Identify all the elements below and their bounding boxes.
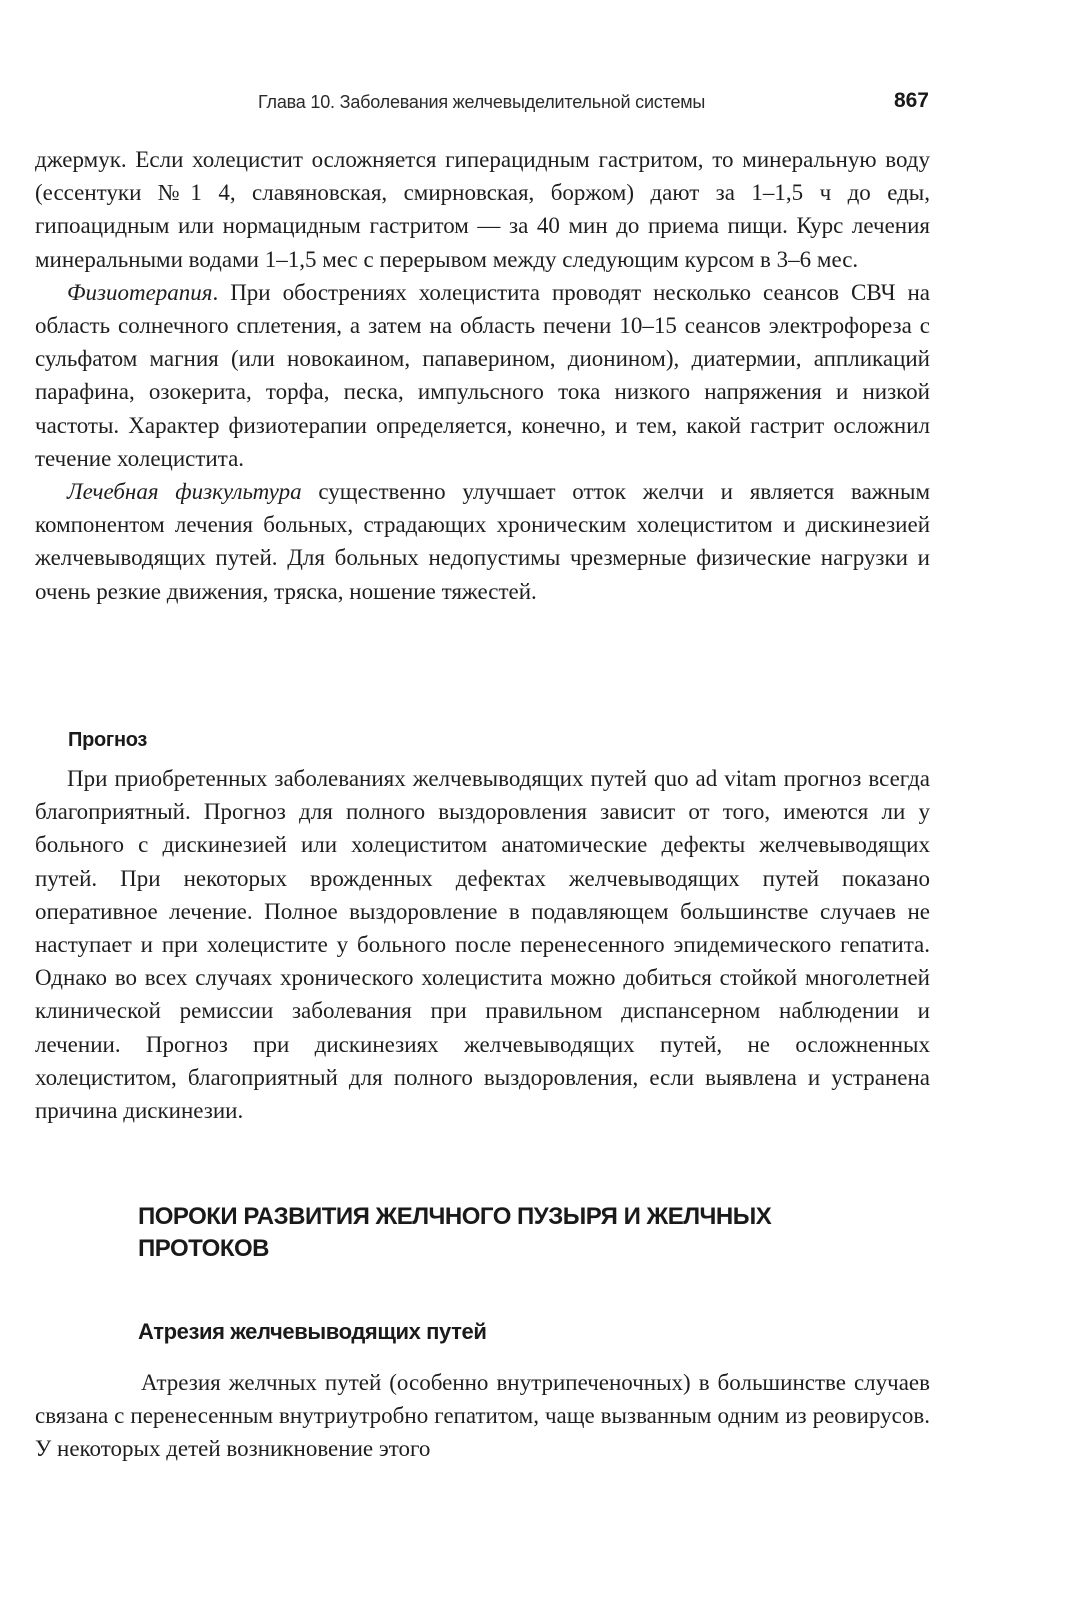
running-title: Глава 10. Заболевания желчевыделительной системы: [258, 92, 706, 112]
paragraph-atresia: Атрезия желчных путей (особенно внутрипеченочных) в большинстве случаев связана с перенесенным внутриутробно гепатитом, чаще вызванным одним из реовирусов. У некоторых детей возникновение этого: [35, 1370, 930, 1462]
prognosis-text-block: [35, 762, 930, 1127]
running-header: [0, 89, 1075, 122]
treatment-text-block: [35, 143, 930, 608]
paragraph-exercise-therapy: [35, 475, 930, 608]
physiotherapy-lead: Физиотерапия: [67, 279, 213, 305]
page-number: 867: [893, 89, 929, 112]
atresia-text-block: [35, 1366, 930, 1466]
paragraph-prognosis: При приобретенных заболеваниях желчевыводящих путей quo ad vitam прогноз всегда благоприятный. Прогноз для полного выздоровления зависит от того, имеются ли у больного с дискинезией или холециститом анатомические дефекты желчевыводящих путей. При некоторых врожденных дефектах желчевыводящих путей показано оперативное лечение. Полное выздоровление в подавляющем большинстве случаев не наступает и при холецистите у больного после перенесенного эпидемического гепатита. Однако во всех случаях хронического холецистита можно добиться стойкой многолетней клинической ремиссии заболевания при правильном диспансерном наблюдении и лечении. Прогноз при дискинезиях желчевыводящих путей, не осложненных холециститом, благоприятный для полного выздоровления, если выявлена и устранена причина дискинезии.: [35, 766, 930, 1124]
paragraph-physiotherapy: [35, 276, 930, 475]
exercise-therapy-lead: Лечебная физкультура: [67, 479, 302, 505]
physiotherapy-text: . При обострениях холецистита проводят несколько сеансов СВЧ на область солнечного сплетения, а затем на область печени 10–15 сеансов электрофореза с сульфатом магния (или новокаином, папаверином, дионином), диатермии, аппликаций парафина, озокерита, торфа, песка, импульсного тока низкого напряжения и низкой частоты. Характер физиотерапии определяется, конечно, и тем, какой гастрит осложнил течение холецистита.: [35, 279, 930, 471]
section-heading: ПОРОКИ РАЗВИТИЯ ЖЕЛЧНОГО ПУЗЫРЯ И ЖЕЛЧНЫХ ПРОТОКОВ: [138, 1203, 772, 1262]
exercise-therapy-text: существенно улучшает отток желчи и является важным компонентом лечения больных, страдающих хроническим холециститом и дискинезией желчевыводящих путей. Для больных недопустимы чрезмерные физические нагрузки и очень резкие движения, тряска, ношение тяжестей.: [35, 479, 930, 604]
atresia-heading: Атрезия желчевыводящих путей: [138, 1319, 487, 1344]
paragraph-mineral-water: джермук. Если холецистит осложняется гиперацидным гастритом, то минеральную воду (ессентуки №1 4, славяновская, смирновская, боржом) дают за 1–1,5 ч до еды, гипоацидным или нормацидным гастритом — за 40 мин до приема пищи. Курс лечения минеральными водами 1–1,5 мес с перерывом между следующим курсом в 3–6 мес.: [35, 147, 930, 272]
prognosis-heading: Прогноз: [68, 729, 148, 751]
